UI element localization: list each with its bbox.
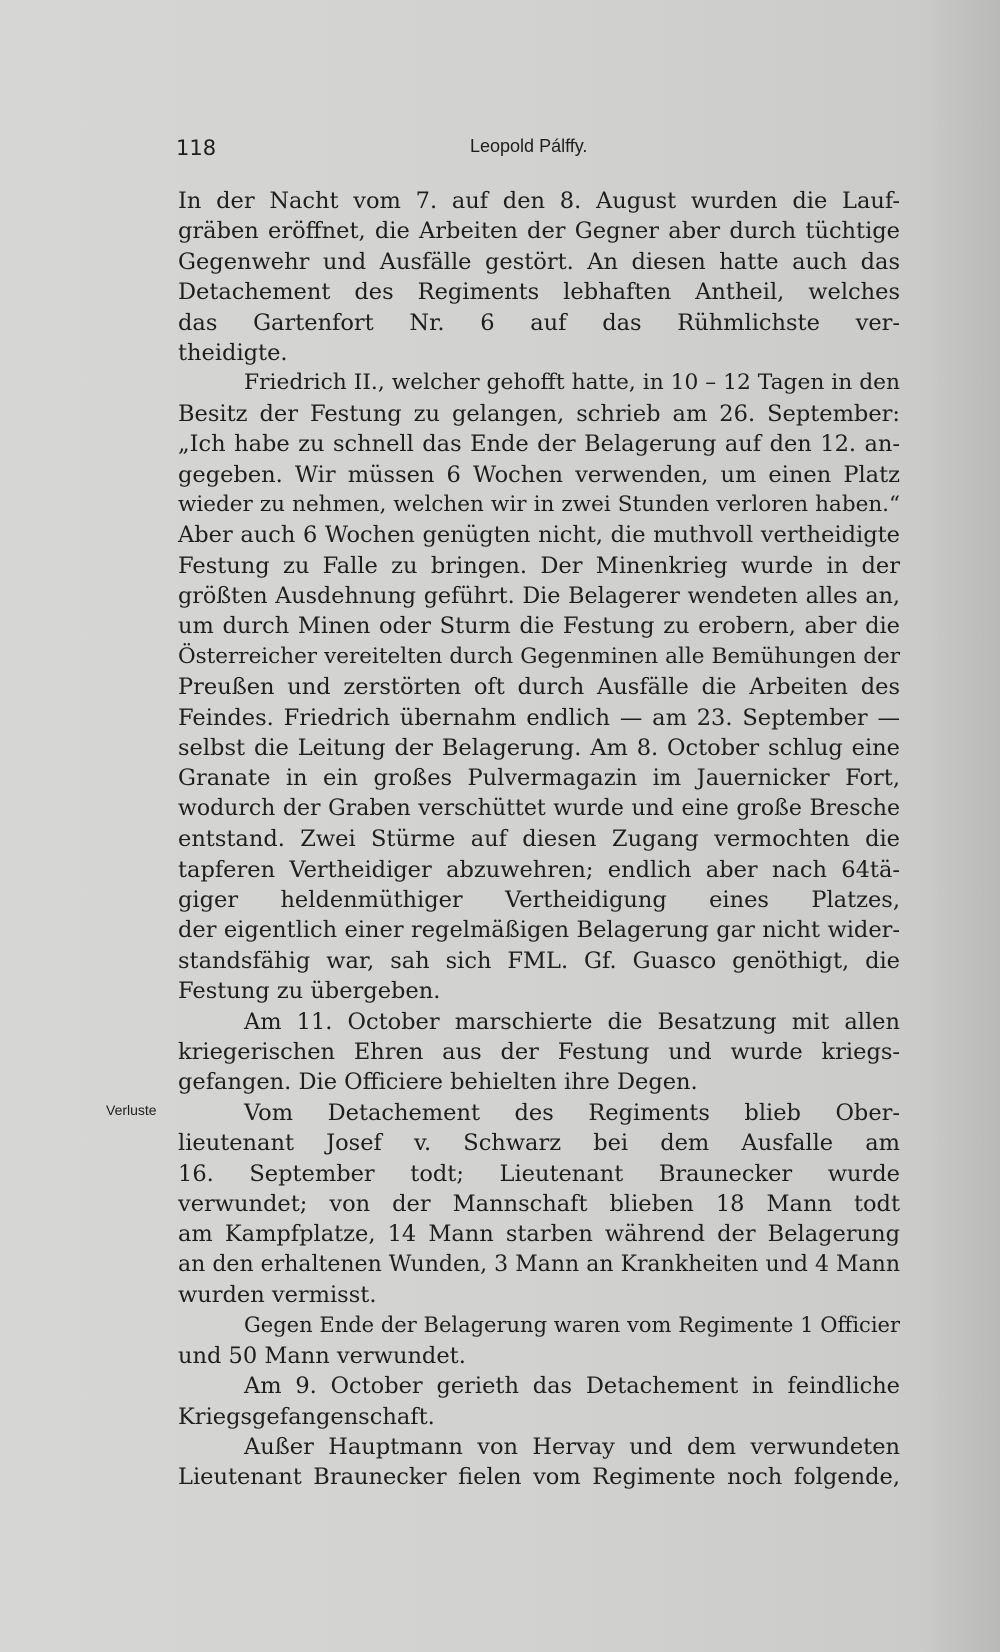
text-line: Lieutenant Braunecker fielen vom Regimente noch folgende,: [178, 1464, 900, 1491]
text-line: Gegen Ende der Belagerung waren vom Regimente 1 Officier: [244, 1313, 900, 1338]
text-line: In der Nacht vom 7. auf den 8. August wurden die Lauf-: [178, 188, 900, 214]
body-text: [178, 186, 900, 1493]
text-line: wieder zu nehmen, welchen wir in zwei Stunden verloren haben.“: [178, 491, 900, 517]
text-line: und 50 Mann verwundet.: [178, 1342, 466, 1369]
text-line: Am 9. October gerieth das Detachement in feindliche: [244, 1373, 900, 1400]
text-line: verwundet; von der Mannschaft blieben 18 Mann todt: [178, 1190, 900, 1217]
text-line: Gegenwehr und Ausfälle gestört. An diesen hatte auch das: [178, 248, 900, 275]
text-line: Außer Hauptmann von Hervay und dem verwundeten: [244, 1434, 900, 1461]
text-line: Feindes. Friedrich übernahm endlich — am 23. September —: [178, 704, 900, 731]
text-line: Festung zu übergeben.: [178, 978, 441, 1005]
text-line: kriegerischen Ehren aus der Festung und wurde kriegs-: [178, 1038, 900, 1065]
page-number: 118: [176, 136, 217, 160]
text-line: wodurch der Graben verschüttet wurde und eine große Bresche: [178, 795, 900, 821]
text-line: standsfähig war, sah sich FML. Gf. Guasco genöthigt, die: [178, 947, 900, 974]
text-line: Friedrich II., welcher gehofft hatte, in 10 – 12 Tagen in den: [244, 370, 900, 396]
running-title: Leopold Pálffy.: [470, 136, 588, 156]
text-line: wurden vermisst.: [178, 1282, 377, 1309]
text-line: Detachement des Regiments lebhaften Antheil, welches: [178, 279, 900, 306]
text-line: Preußen und zerstörten oft durch Ausfälle die Arbeiten des: [178, 674, 900, 701]
text-line: 16. September todt; Lieutenant Braunecker wurde: [178, 1160, 900, 1187]
text-line: an den erhaltenen Wunden, 3 Mann an Krankheiten und 4 Mann: [178, 1251, 900, 1277]
text-line: „Ich habe zu schnell das Ende der Belagerung auf den 12. an-: [178, 431, 900, 458]
margin-note: Verluste: [106, 1102, 157, 1118]
text-line: lieutenant Josef v. Schwarz bei dem Ausfalle am: [178, 1130, 900, 1157]
text-line: Österreicher vereitelten durch Gegenminen alle Bemühungen der: [178, 643, 900, 669]
text-line: Vom Detachement des Regiments blieb Ober-: [244, 1099, 900, 1126]
text-line: tapferen Vertheidiger abzuwehren; endlich aber nach 64tä-: [178, 856, 900, 883]
text-line: theidigte.: [178, 339, 288, 366]
text-line: Granate in ein großes Pulvermagazin im Jauernicker Fort,: [178, 765, 900, 792]
text-line: Festung zu Falle zu bringen. Der Minenkrieg wurde in der: [178, 552, 900, 579]
text-line: Aber auch 6 Wochen genügten nicht, die muthvoll vertheidigte: [178, 522, 900, 549]
text-line: entstand. Zwei Stürme auf diesen Zugang vermochten die: [178, 826, 900, 853]
text-line: Kriegsgefangenschaft.: [178, 1403, 435, 1430]
text-line: gefangen. Die Officiere behielten ihre Degen.: [178, 1069, 698, 1096]
text-line: giger heldenmüthiger Vertheidigung eines Platzes,: [178, 886, 900, 913]
text-line: Am 11. October marschierte die Besatzung mit allen: [244, 1008, 900, 1035]
text-line: größten Ausdehnung geführt. Die Belagerer wendeten alles an,: [178, 583, 900, 610]
text-line: der eigentlich einer regelmäßigen Belagerung gar nicht wider-: [178, 917, 900, 944]
text-line: gegeben. Wir müssen 6 Wochen verwenden, um einen Platz: [178, 461, 900, 488]
text-line: gräben eröffnet, die Arbeiten der Gegner aber durch tüchtige: [178, 218, 900, 245]
text-line: das Gartenfort Nr. 6 auf das Rühmlichste ver-: [178, 309, 900, 336]
text-line: selbst die Leitung der Belagerung. Am 8. October schlug eine: [178, 735, 900, 762]
page-header: [176, 136, 896, 166]
text-line: Besitz der Festung zu gelangen, schrieb am 26. September:: [178, 400, 900, 427]
text-line: am Kampfplatze, 14 Mann starben während der Belagerung: [178, 1221, 900, 1248]
text-line: um durch Minen oder Sturm die Festung zu erobern, aber die: [178, 613, 900, 640]
